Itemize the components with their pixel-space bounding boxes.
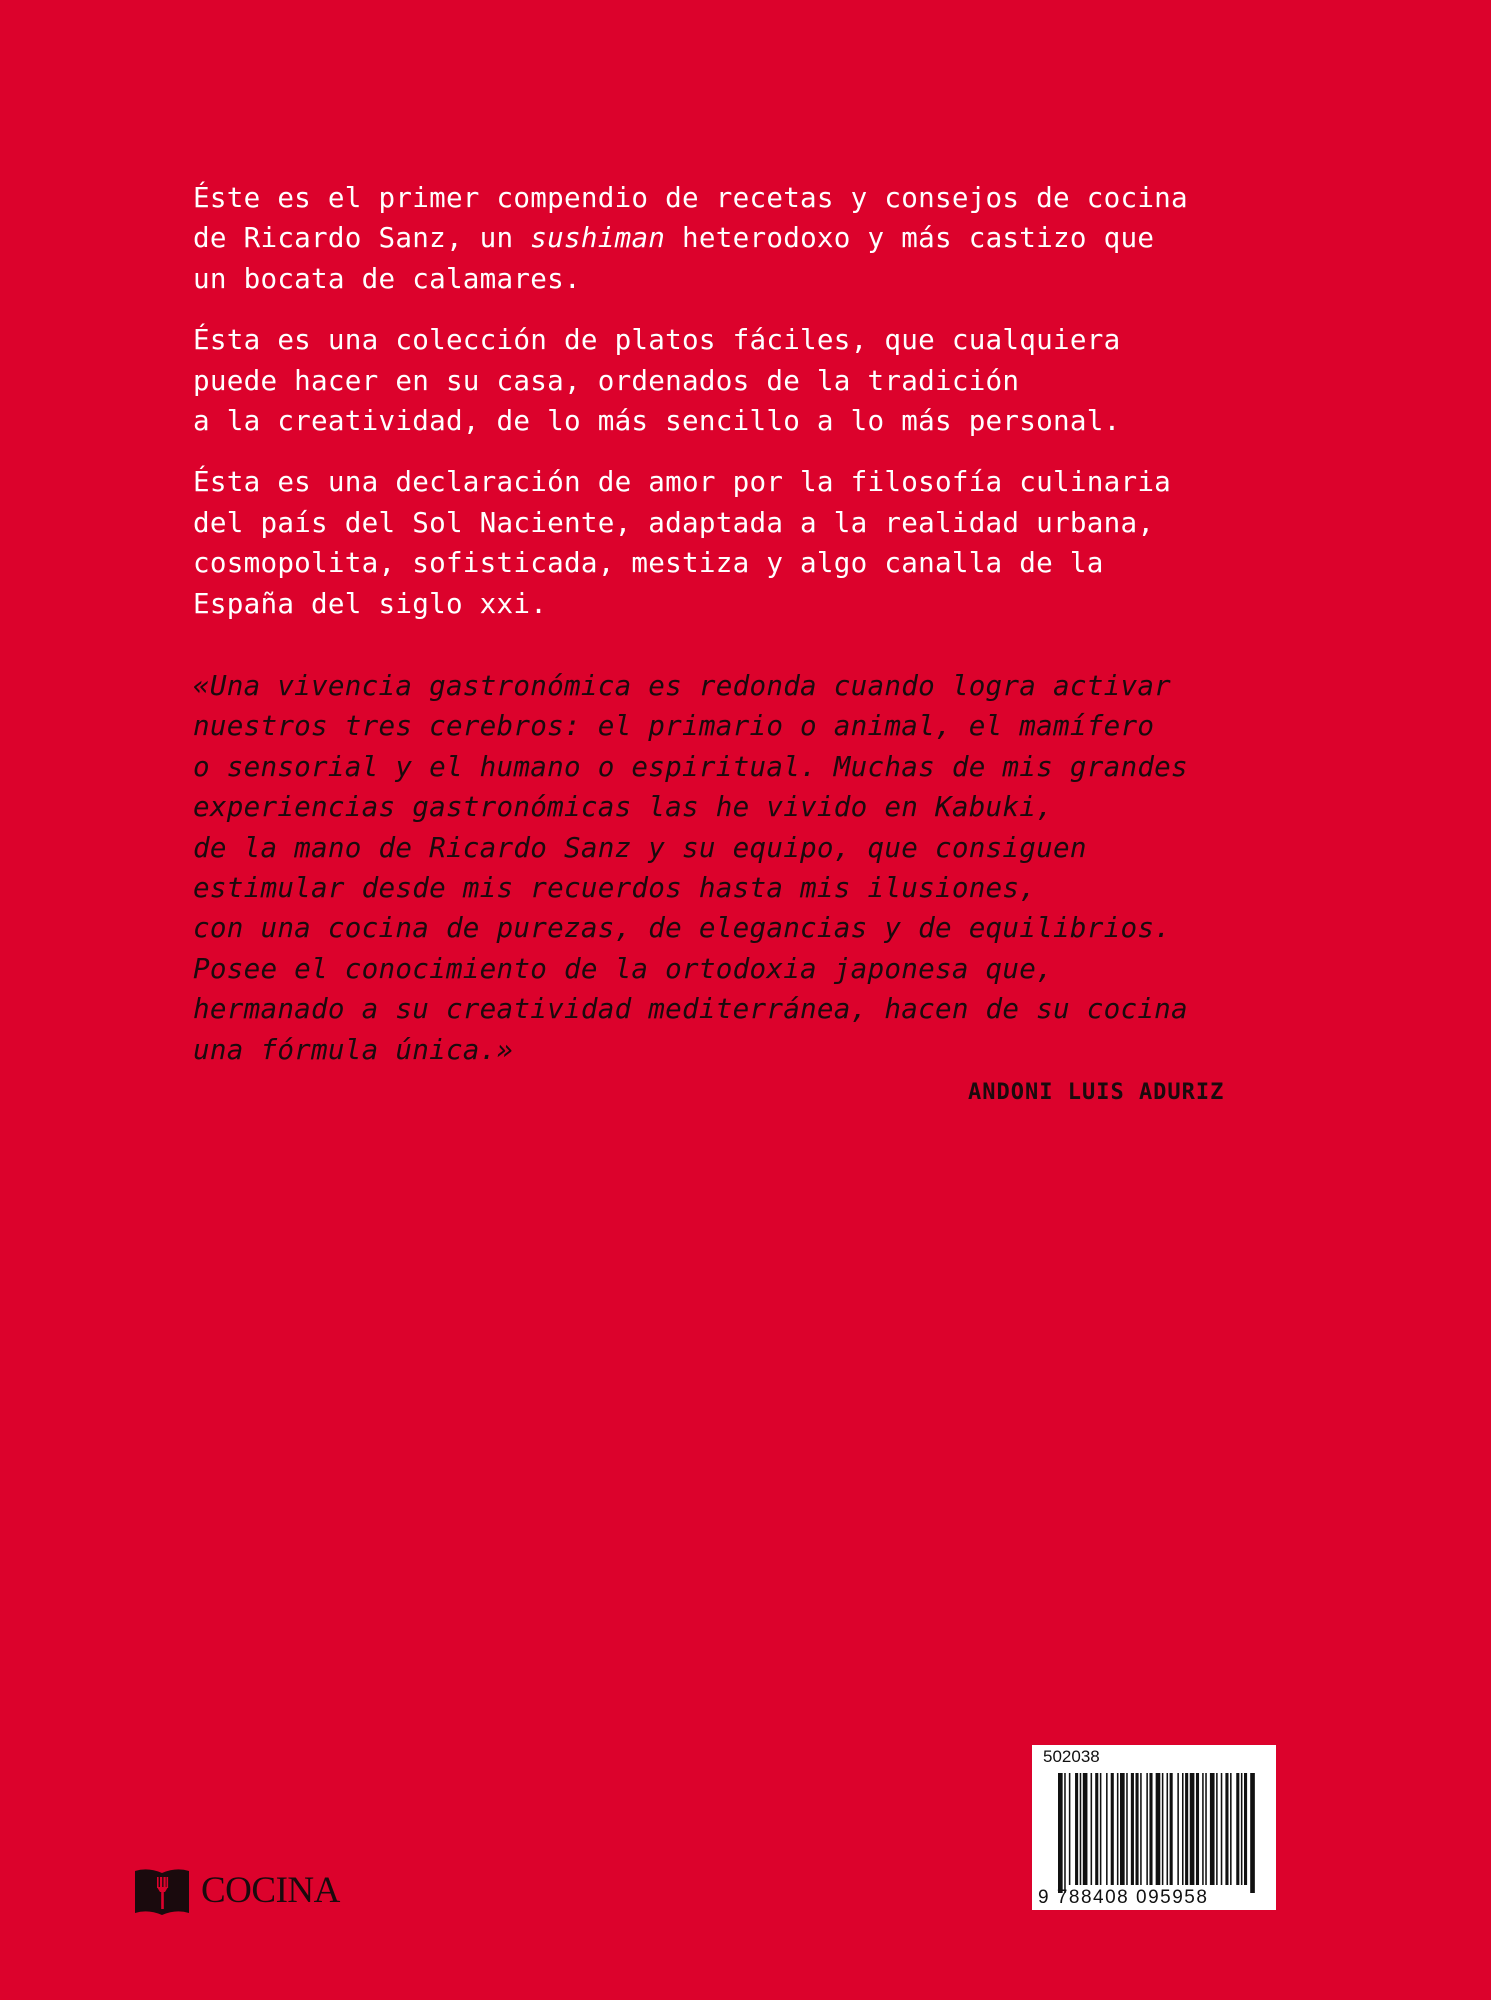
barcode-code: 502038 — [1043, 1747, 1100, 1766]
quote-line: Posee el conocimiento de la ortodoxia japonesa que, — [193, 951, 1054, 985]
quote-line: hermanado a su creatividad mediterránea, hacen de su cocina — [193, 992, 1188, 1026]
barcode-bar — [1106, 1773, 1108, 1885]
barcode-bar — [1216, 1773, 1218, 1885]
barcode-bar — [1069, 1773, 1071, 1885]
barcode-bar — [1190, 1773, 1195, 1885]
book-fork-icon — [133, 1863, 191, 1917]
text-segment: puede hacer en su casa, ordenados de la tradición — [193, 363, 1020, 397]
barcode — [1032, 1745, 1276, 1910]
text-segment: Éste es el primer compendio de recetas y consejos de cocina — [193, 181, 1188, 214]
barcode-bar — [1111, 1773, 1114, 1885]
quote-line: una fórmula única.» — [193, 1032, 514, 1066]
text-segment: del país del Sol Naciente, adaptada a la realidad urbana, — [193, 505, 1155, 539]
blurb-line — [193, 320, 1313, 360]
barcode-bar — [1182, 1773, 1184, 1885]
text-segment: un bocata de calamares. — [193, 261, 581, 295]
quote-line: o sensorial y el humano o espiritual. Muchas de mis grandes — [193, 749, 1188, 783]
blurb-line — [193, 503, 1313, 543]
barcode-bar — [1221, 1773, 1223, 1885]
blurb-line — [193, 259, 1313, 299]
text-segment: cosmopolita, sofisticada, mestiza y algo canalla de la — [193, 546, 1104, 580]
barcode-isbn-digits: 9 788408 095958 — [1038, 1887, 1209, 1908]
quote-author: ANDONI LUIS ADURIZ — [968, 1080, 1225, 1105]
blurb-paragraph — [193, 462, 1313, 624]
blurb-paragraph — [193, 178, 1313, 299]
text-segment: a la creatividad, de lo más sencillo a lo más personal. — [193, 404, 1121, 438]
blurb-line — [193, 543, 1313, 583]
text-segment: heterodoxo y más castizo que — [665, 221, 1155, 255]
barcode-bar — [1091, 1773, 1093, 1885]
barcode-bar — [1126, 1773, 1128, 1885]
barcode-bar — [1140, 1773, 1142, 1885]
barcode-bar — [1075, 1773, 1078, 1885]
text-segment: de Ricardo Sanz, un — [193, 221, 531, 255]
barcode-bar — [1095, 1773, 1098, 1885]
text-segment: Ésta es una colección de platos fáciles, que cualquiera — [193, 323, 1121, 357]
blurb-line — [193, 178, 1313, 218]
publisher-logo-label: COCINA — [201, 1869, 340, 1911]
barcode-bar — [1225, 1773, 1228, 1885]
barcode-bar — [1120, 1773, 1125, 1885]
barcode-bar — [1167, 1773, 1169, 1885]
quote-line: experiencias gastronómicas las he vivido en Kabuki, — [193, 790, 1054, 824]
quote-line: estimular desde mis recuerdos hasta mis ilusiones, — [193, 871, 1037, 905]
blurb-text — [193, 178, 1313, 645]
italic-term: sushiman — [530, 221, 666, 255]
barcode-bar — [1100, 1773, 1102, 1885]
blurb-line — [193, 401, 1313, 441]
barcode-bar — [1083, 1773, 1088, 1885]
blurb-paragraph — [193, 320, 1313, 441]
publisher-logo — [133, 1862, 340, 1918]
barcode-bar — [1250, 1773, 1255, 1893]
endorsement-quote — [193, 666, 1333, 1070]
barcode-bar — [1162, 1773, 1164, 1885]
barcode-bar — [1202, 1773, 1204, 1885]
barcode-bar — [1131, 1773, 1134, 1885]
blurb-line — [193, 218, 1313, 258]
barcode-bar — [1064, 1773, 1066, 1893]
barcode-bar — [1236, 1773, 1239, 1885]
barcode-bar — [1136, 1773, 1139, 1885]
barcode-bar — [1196, 1773, 1199, 1885]
barcode-bar — [1244, 1773, 1247, 1885]
barcode-bar — [1146, 1773, 1148, 1885]
barcode-bar — [1149, 1773, 1152, 1885]
barcode-bar — [1177, 1773, 1179, 1885]
barcode-bar — [1230, 1773, 1232, 1885]
barcode-bar — [1117, 1773, 1119, 1885]
barcode-bar — [1185, 1773, 1188, 1885]
blurb-line — [193, 361, 1313, 401]
barcode-bar — [1170, 1773, 1173, 1885]
quote-line: «Una vivencia gastronómica es redonda cuando logra activar — [193, 669, 1172, 702]
barcode-bar — [1210, 1773, 1215, 1885]
barcode-bar — [1241, 1773, 1243, 1885]
barcode-bar — [1156, 1773, 1161, 1885]
blurb-line — [193, 462, 1313, 502]
quote-line: con una cocina de purezas, de elegancias y de equilibrios. — [193, 911, 1172, 945]
text-segment: España del siglo xxi. — [193, 586, 548, 620]
quote-line: nuestros tres cerebros: el primario o animal, el mamífero — [193, 709, 1155, 743]
quote-line: de la mano de Ricardo Sanz y su equipo, que consiguen — [193, 830, 1087, 864]
blurb-line — [193, 584, 1313, 624]
barcode-bars — [1032, 1745, 1276, 1910]
barcode-bar — [1058, 1773, 1063, 1893]
barcode-bar — [1080, 1773, 1082, 1885]
text-segment: Ésta es una declaración de amor por la filosofía culinaria — [193, 465, 1172, 499]
barcode-bar — [1205, 1773, 1207, 1885]
